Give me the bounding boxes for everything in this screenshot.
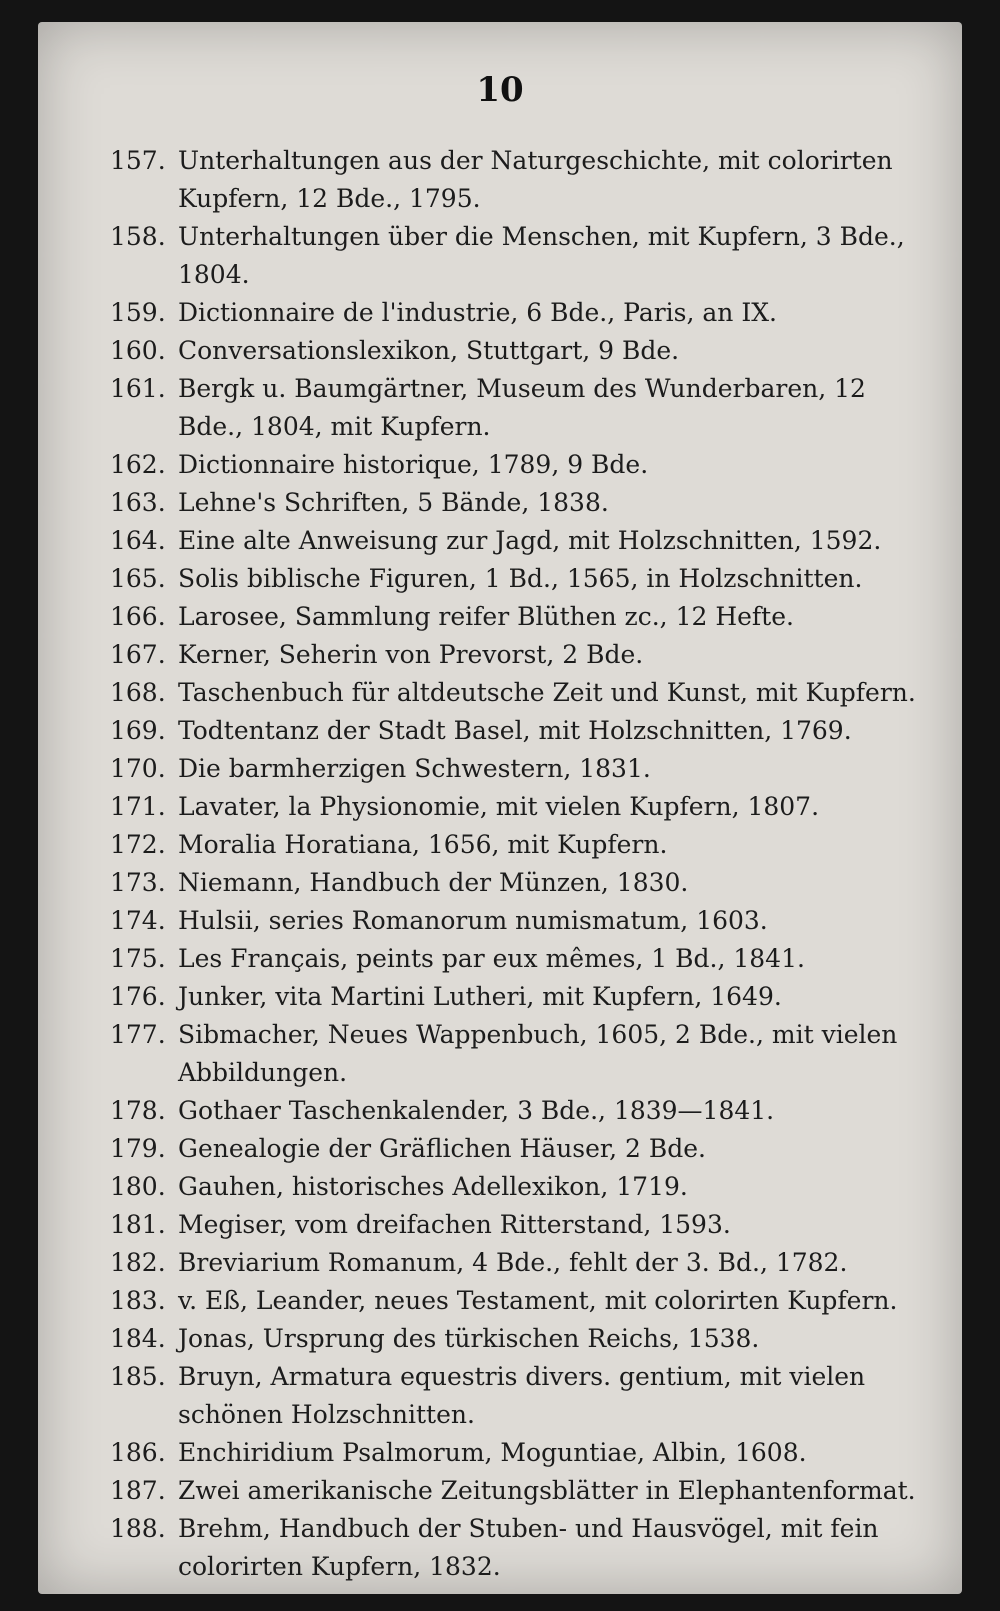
entry-number: 164.	[110, 526, 166, 555]
entry-number: 158.	[110, 222, 166, 251]
entry-text: Dictionnaire de l'industrie, 6 Bde., Paris, an IX.	[178, 298, 777, 327]
entry-number: 159.	[110, 298, 166, 327]
page-number: 10	[476, 70, 524, 110]
entry-text: Genealogie der Gräflichen Häuser, 2 Bde.	[178, 1134, 706, 1163]
entry-number: 181.	[110, 1210, 166, 1239]
entry-text: Brehm, Handbuch der Stuben- und Hausvögel, mit fein colorirten Kupfern, 1832.	[178, 1514, 879, 1581]
entry-number: 183.	[110, 1286, 166, 1315]
entry-number: 179.	[110, 1134, 166, 1163]
entry-text: Hulsii, series Romanorum numismatum, 1603.	[178, 906, 768, 935]
catalog-entry	[110, 1282, 918, 1320]
catalog-entry	[110, 1130, 918, 1168]
catalog-entry	[110, 826, 918, 864]
entry-text: Bruyn, Armatura equestris divers. gentium, mit vielen schönen Holzschnitten.	[178, 1362, 866, 1429]
entry-number: 177.	[110, 1020, 166, 1049]
entry-number: 175.	[110, 944, 166, 973]
catalog-entry	[110, 522, 918, 560]
entry-number: 160.	[110, 336, 166, 365]
entry-text: Todtentanz der Stadt Basel, mit Holzschnitten, 1769.	[178, 716, 852, 745]
entry-number: 186.	[110, 1438, 166, 1467]
entry-text: v. Eß, Leander, neues Testament, mit colorirten Kupfern.	[178, 1286, 898, 1315]
catalog-list	[110, 142, 918, 1586]
entry-number: 169.	[110, 716, 166, 745]
catalog-entry	[110, 370, 918, 446]
entry-number: 163.	[110, 488, 166, 517]
catalog-entry	[110, 142, 918, 218]
entry-text: Junker, vita Martini Lutheri, mit Kupfern, 1649.	[178, 982, 782, 1011]
catalog-entry	[110, 750, 918, 788]
entry-number: 185.	[110, 1362, 166, 1391]
entry-text: Solis biblische Figuren, 1 Bd., 1565, in Holzschnitten.	[178, 564, 863, 593]
catalog-entry	[110, 978, 918, 1016]
entry-text: Kerner, Seherin von Prevorst, 2 Bde.	[178, 640, 644, 669]
catalog-entry	[110, 636, 918, 674]
entry-text: Conversationslexikon, Stuttgart, 9 Bde.	[178, 336, 680, 365]
entry-text: Sibmacher, Neues Wappenbuch, 1605, 2 Bde., mit vielen Abbildungen.	[178, 1020, 898, 1087]
catalog-entry	[110, 940, 918, 978]
catalog-entry	[110, 1206, 918, 1244]
entry-text: Niemann, Handbuch der Münzen, 1830.	[178, 868, 689, 897]
catalog-entry	[110, 674, 918, 712]
catalog-entry	[110, 484, 918, 522]
catalog-entry	[110, 1244, 918, 1282]
catalog-entry	[110, 598, 918, 636]
catalog-entry	[110, 218, 918, 294]
catalog-entry	[110, 788, 918, 826]
catalog-entry	[110, 902, 918, 940]
entry-number: 171.	[110, 792, 166, 821]
entry-text: Eine alte Anweisung zur Jagd, mit Holzschnitten, 1592.	[178, 526, 882, 555]
entry-number: 168.	[110, 678, 166, 707]
catalog-entry	[110, 446, 918, 484]
entry-text: Dictionnaire historique, 1789, 9 Bde.	[178, 450, 649, 479]
catalog-entry	[110, 864, 918, 902]
entry-number: 187.	[110, 1476, 166, 1505]
entry-text: Jonas, Ursprung des türkischen Reichs, 1538.	[178, 1324, 760, 1353]
entry-text: Gauhen, historisches Adellexikon, 1719.	[178, 1172, 688, 1201]
catalog-entry	[110, 1358, 918, 1434]
entry-number: 161.	[110, 374, 166, 403]
entry-text: Larosee, Sammlung reifer Blüthen zc., 12 Hefte.	[178, 602, 794, 631]
entry-text: Die barmherzigen Schwestern, 1831.	[178, 754, 651, 783]
entry-text: Unterhaltungen über die Menschen, mit Kupfern, 3 Bde., 1804.	[178, 222, 905, 289]
entry-number: 176.	[110, 982, 166, 1011]
entry-text: Megiser, vom dreifachen Ritterstand, 1593.	[178, 1210, 731, 1239]
catalog-entry	[110, 332, 918, 370]
entry-text: Zwei amerikanische Zeitungsblätter in Elephantenformat.	[178, 1476, 916, 1505]
entry-text: Lavater, la Physionomie, mit vielen Kupfern, 1807.	[178, 792, 820, 821]
entry-number: 182.	[110, 1248, 166, 1277]
entry-number: 174.	[110, 906, 166, 935]
entry-number: 157.	[110, 146, 166, 175]
entry-number: 188.	[110, 1514, 166, 1543]
entry-number: 173.	[110, 868, 166, 897]
entry-text: Gothaer Taschenkalender, 3 Bde., 1839—1841.	[178, 1096, 775, 1125]
catalog-entry	[110, 1168, 918, 1206]
entry-number: 180.	[110, 1172, 166, 1201]
book-page	[38, 22, 962, 1594]
entry-text: Bergk u. Baumgärtner, Museum des Wunderbaren, 12 Bde., 1804, mit Kupfern.	[178, 374, 866, 441]
catalog-entry	[110, 1510, 918, 1586]
catalog-entry	[110, 560, 918, 598]
catalog-entry	[110, 1472, 918, 1510]
entry-text: Lehne's Schriften, 5 Bände, 1838.	[178, 488, 609, 517]
entry-text: Breviarium Romanum, 4 Bde., fehlt der 3. Bd., 1782.	[178, 1248, 848, 1277]
catalog-entry	[110, 712, 918, 750]
entry-number: 167.	[110, 640, 166, 669]
catalog-entry	[110, 1434, 918, 1472]
entry-number: 170.	[110, 754, 166, 783]
catalog-entry	[110, 294, 918, 332]
entry-number: 166.	[110, 602, 166, 631]
entry-number: 165.	[110, 564, 166, 593]
entry-number: 178.	[110, 1096, 166, 1125]
entry-number: 184.	[110, 1324, 166, 1353]
entry-text: Unterhaltungen aus der Naturgeschichte, mit colorirten Kupfern, 12 Bde., 1795.	[178, 146, 893, 213]
entry-text: Enchiridium Psalmorum, Moguntiae, Albin, 1608.	[178, 1438, 807, 1467]
catalog-entry	[110, 1016, 918, 1092]
catalog-entry	[110, 1092, 918, 1130]
catalog-entry	[110, 1320, 918, 1358]
entry-text: Taschenbuch für altdeutsche Zeit und Kunst, mit Kupfern.	[178, 678, 916, 707]
entry-text: Moralia Horatiana, 1656, mit Kupfern.	[178, 830, 668, 859]
entry-text: Les Français, peints par eux mêmes, 1 Bd., 1841.	[178, 944, 805, 973]
entry-number: 172.	[110, 830, 166, 859]
entry-number: 162.	[110, 450, 166, 479]
